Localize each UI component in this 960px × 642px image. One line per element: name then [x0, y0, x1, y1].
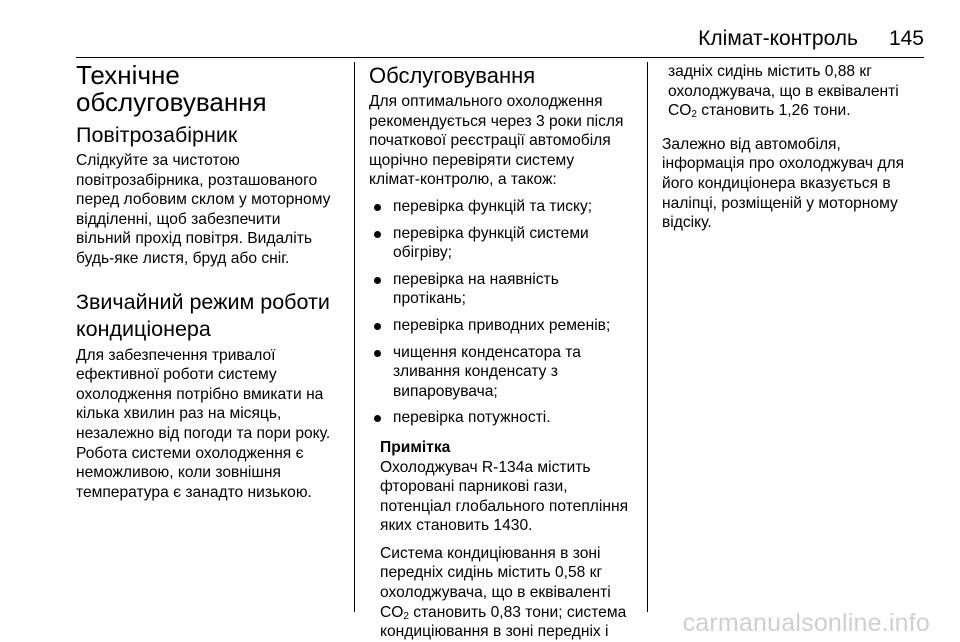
regular-mode-heading: Звичайний режим роботи кондиціонера [76, 289, 330, 341]
note-block [369, 438, 637, 642]
note-continuation: задніх сидінь містить 0,88 кг охолоджувача, що в еквіваленті $CO_2$ становить 1,26 тони. [668, 63, 899, 121]
regular-mode-text: Для забезпечення тривалої ефективної роботи систему охолодження потрібно вмикати на кілька хвилин раз на місяць, незалежно від погоди та пори року. Робота системи охолодження є неможливою, коли зовнішня температура є занадто низькою. [76, 346, 331, 501]
column-divider-1 [354, 62, 355, 612]
refrigerant-info-text: Залежно від автомобіля, інформація про охолоджувач для його кондиціонера вказується в наліпці, розміщеній у моторному відсіку. [662, 135, 905, 232]
air-intake-text: Слідкуйте за чистотою повітрозабірника, розташованого перед лобовим склом у моторному відділенні, щоб забезпечити вільний прохід повітря. Видаліть будь-яке листя, бруд або сніг. [76, 152, 331, 267]
column-divider-2 [647, 62, 648, 612]
page-number: 145 [888, 27, 924, 50]
page-header [0, 0, 960, 60]
list-item: чищення конденсатора та зливання конденсату з випаровувача; [369, 343, 637, 402]
section-title: Клімат-контроль [698, 27, 858, 50]
air-intake-heading: Повітрозабірник [76, 123, 238, 147]
list-item: перевірка потужності. [369, 408, 637, 428]
column-2 [369, 62, 637, 642]
watermark: carmanualsonline.info [682, 609, 930, 637]
column-1 [76, 62, 344, 502]
note-title: Примітка [380, 438, 451, 456]
column-3 [662, 62, 924, 233]
note-para-2: Система кондиціювання в зоні передніх сидінь містить 0,58 кг охолоджувача, що в еквіваленті $CO_2$ становить 0,83 тони; система кондиціювання в зоні передніх і [380, 544, 627, 641]
header-rule [76, 57, 924, 58]
maintenance-intro: Для оптимального охолодження рекомендується через 3 роки після початкової реєстрації автомобіля щорічно перевіряти систему клімат-контролю, а також: [369, 93, 624, 189]
list-item: перевірка приводних ременів; [369, 316, 637, 336]
list-item: перевірка функцій та тиску; [369, 197, 637, 217]
note-para-1: Охолоджувач R-134a містить фторовані парникові гази, потенціал глобального потепління яких становить 1430. [380, 458, 629, 535]
maintenance-checklist [369, 197, 637, 428]
maintenance-heading: Обслуговування [369, 63, 536, 88]
list-item: перевірка на наявність протікань; [369, 270, 637, 309]
list-item: перевірка функцій системи обігріву; [369, 224, 637, 263]
main-title: Технічне обслуговування [76, 60, 267, 117]
